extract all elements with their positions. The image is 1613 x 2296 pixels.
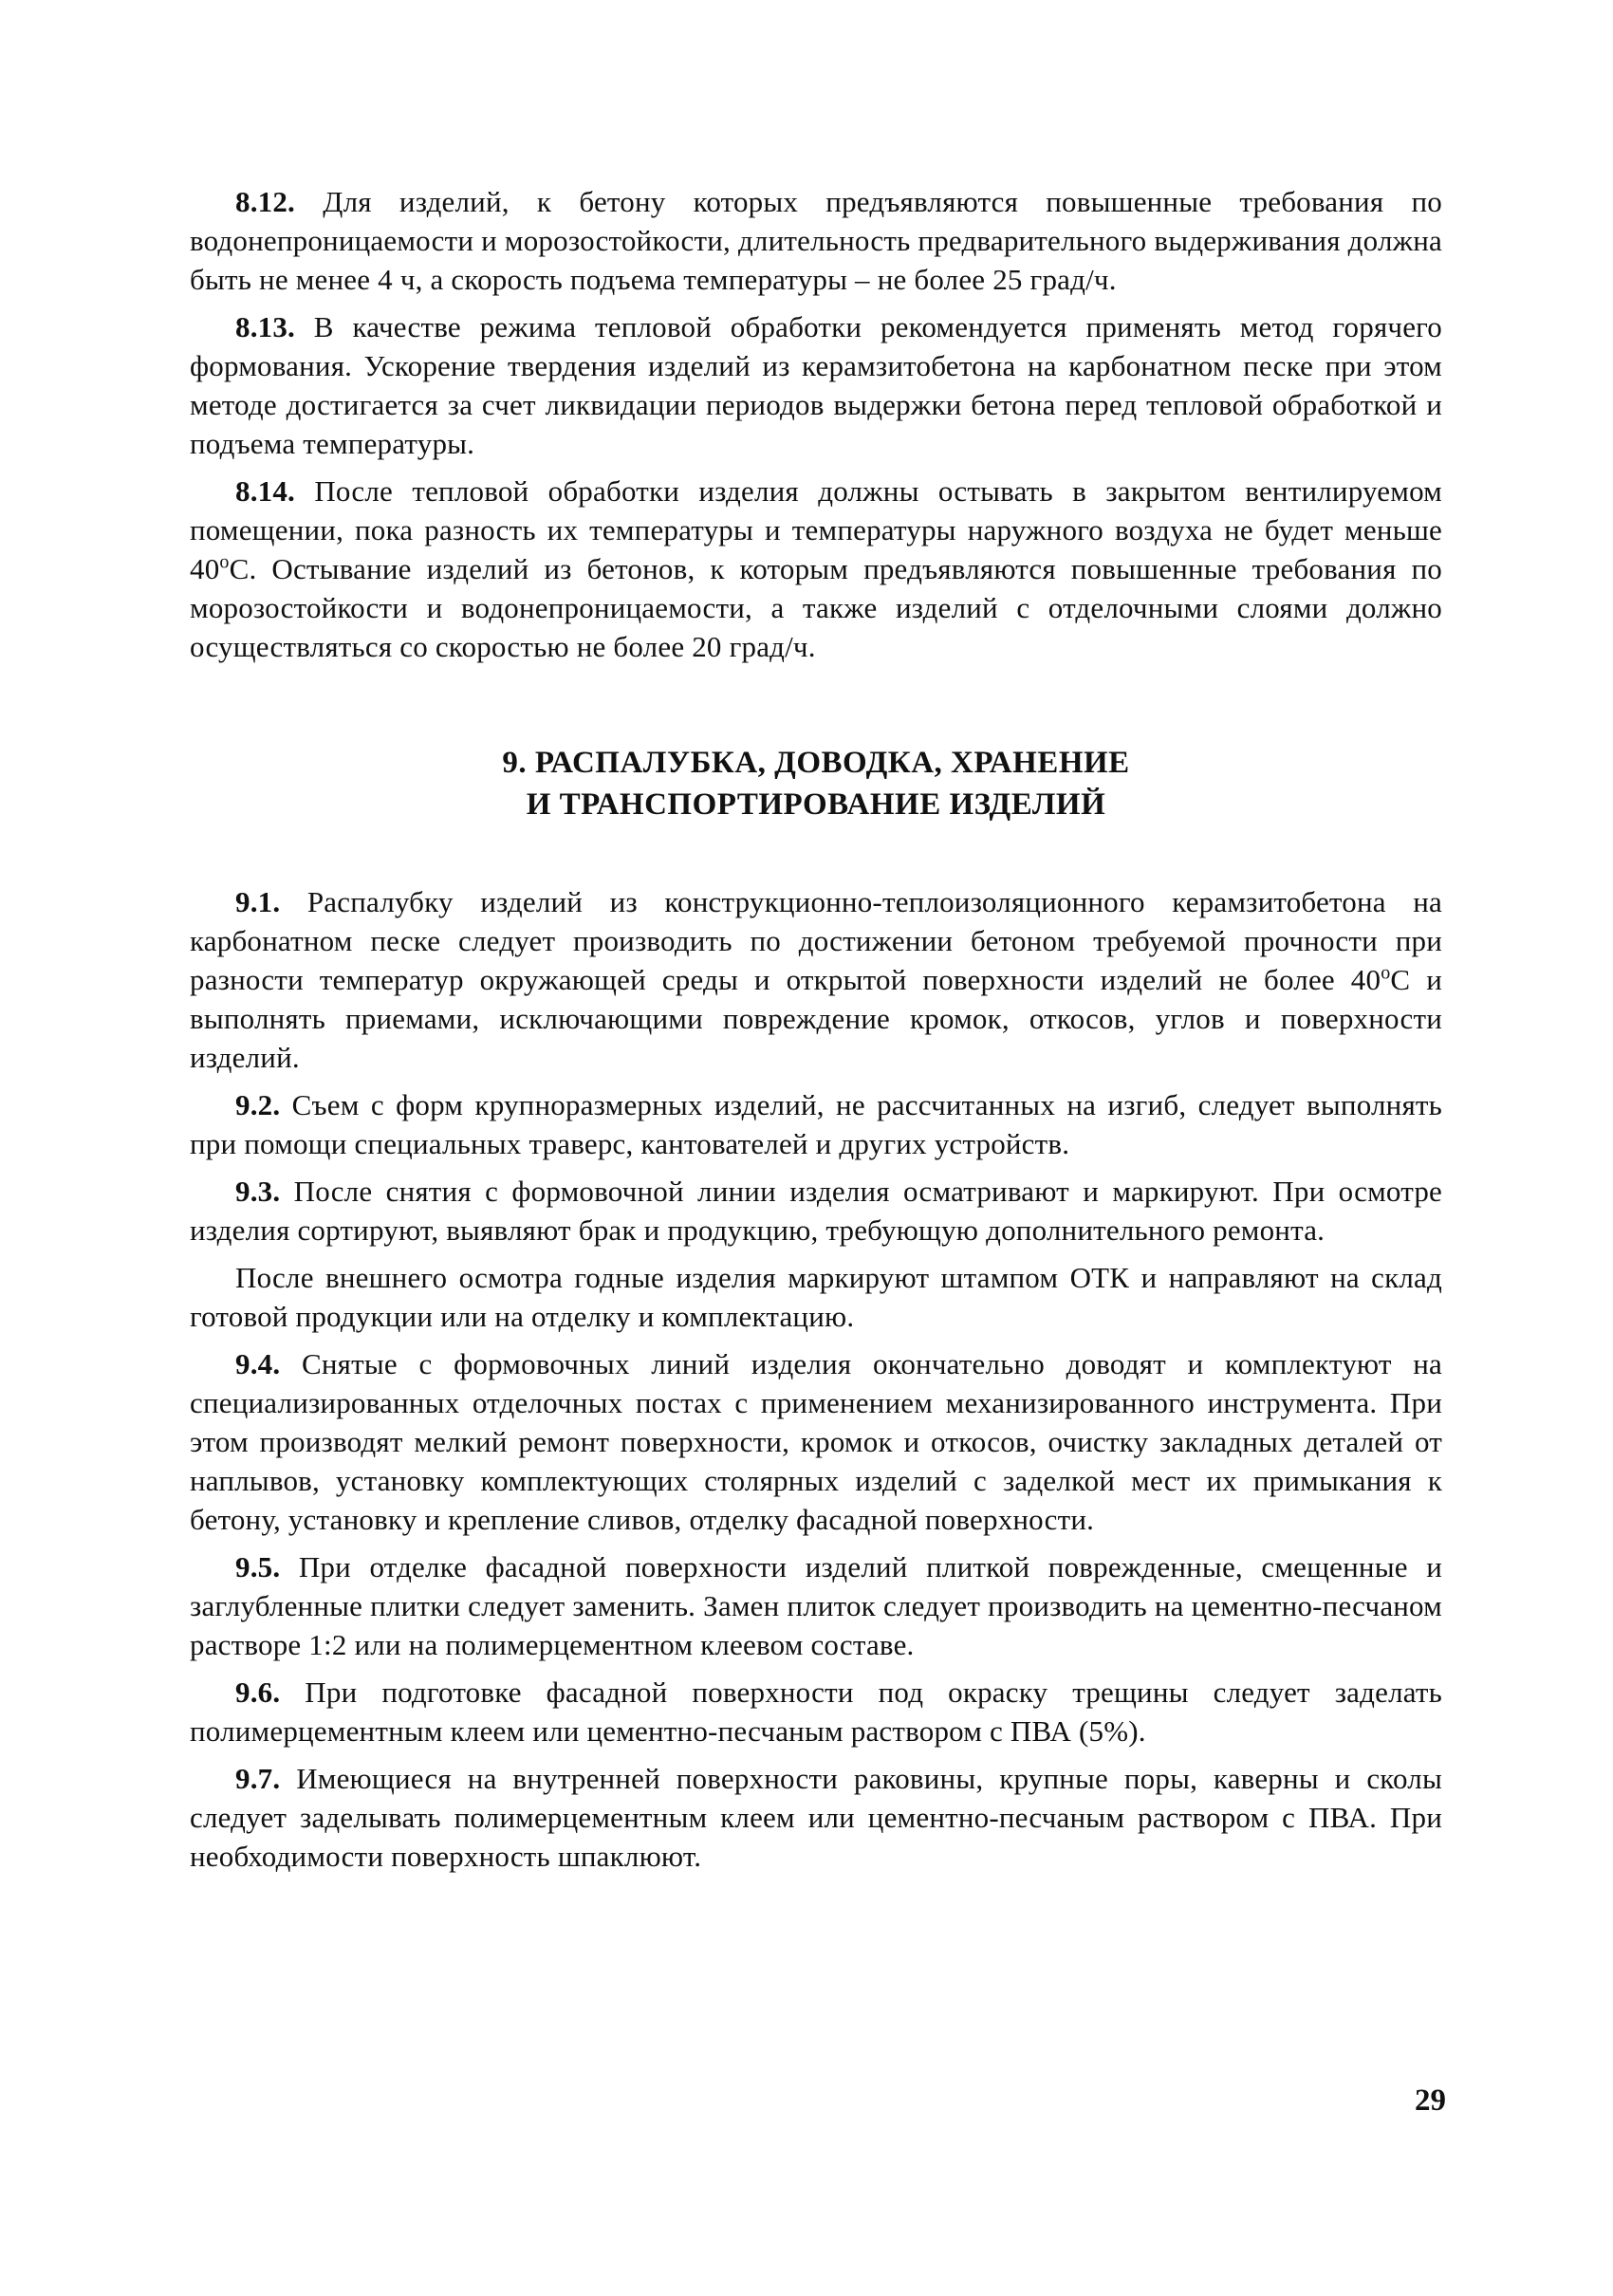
paragraph-text: После внешнего осмотра годные изделия маркируют штампом ОТК и направляют на склад готовой продукции или на отделку и комплектацию. xyxy=(190,1261,1442,1333)
paragraph-text-start: После тепловой обработки изделия должны остывать в закрытом вентилируемом помещении, пока разность их температуры и температуры наружного воздуха не будет меньше 40 xyxy=(190,474,1442,585)
paragraph-9-5 xyxy=(190,1547,1442,1664)
paragraph-text: В качестве режима тепловой обработки рекомендуется применять метод горячего формования. Ускорение твердения изделий из керамзитобетона на карбонатном песке при этом методе достигается за счет ликвидации периодов выдержки бетона перед тепловой обработкой и подъема температуры. xyxy=(190,310,1442,460)
paragraph-text: При подготовке фасадной поверхности под окраску трещины следует заделать полимерцементным клеем или цементно-песчаным раствором с ПВА (5%). xyxy=(190,1676,1442,1748)
paragraph-number: 9.4. xyxy=(235,1347,281,1380)
paragraph-text: После снятия с формовочной линии изделия осматривают и маркируют. При осмотре изделия сортируют, выявляют брак и продукцию, требующую дополнительного ремонта. xyxy=(190,1175,1443,1247)
paragraph-number: 8.12. xyxy=(235,185,295,218)
paragraph-number: 9.6. xyxy=(235,1676,281,1709)
paragraph-text: Съем с форм крупноразмерных изделий, не рассчитанных на изгиб, следует выполнять при помощи специальных траверс, кантователей и других устройств. xyxy=(190,1088,1442,1160)
paragraph-text-start: Распалубку изделий из конструкционно-теплоизоляционного керамзитобетона на карбонатном песке следует производить по достижении бетоном требуемой прочности при разности температур окружающей среды и открытой поверхности изделий не более 40 xyxy=(190,885,1442,996)
degree-sign: о xyxy=(219,551,230,573)
paragraph-number: 8.14. xyxy=(235,474,295,508)
paragraph-text: Имеющиеся на внутренней поверхности раковины, крупные поры, каверны и сколы следует заделывать полимерцементным клеем или цементно-песчаным раствором с ПВА. При необходимости поверхность шпаклюют. xyxy=(190,1762,1442,1873)
paragraph-9-6 xyxy=(190,1673,1442,1750)
paragraph-number: 9.5. xyxy=(235,1550,281,1583)
paragraph-number: 9.7. xyxy=(235,1762,281,1795)
paragraph-9-2 xyxy=(190,1085,1442,1163)
degree-sign: о xyxy=(1381,962,1391,984)
paragraph-text: При отделке фасадной поверхности изделий плиткой поврежденные, смещенные и заглубленные плитки следует заменить. Замен плиток следует производить на цементно-песчаном растворе 1:2 или на полимерцементном клеевом составе. xyxy=(190,1550,1443,1661)
section-title-line-1: 9. РАСПАЛУБКА, ДОВОДКА, ХРАНЕНИЕ xyxy=(502,746,1130,780)
document-page xyxy=(190,182,1442,1884)
paragraph-8-14 xyxy=(190,472,1442,666)
section-9-title xyxy=(190,742,1442,825)
section-title-line-2: И ТРАНСПОРТИРОВАНИЕ ИЗДЕЛИЙ xyxy=(526,787,1106,822)
paragraph-9-3 xyxy=(190,1172,1442,1250)
paragraph-number: 9.3. xyxy=(235,1175,281,1208)
paragraph-9-4 xyxy=(190,1344,1442,1539)
paragraph-text: Для изделий, к бетону которых предъявляются повышенные требования по водонепроницаемости и морозостойкости, длительность предварительного выдерживания должна быть не менее 4 ч, а скорость подъема температуры – не более 25 град/ч. xyxy=(190,185,1443,296)
page-number: 29 xyxy=(1415,2083,1446,2118)
paragraph-text-end: С и выполнять приемами, исключающими повреждение кромок, откосов, углов и поверхности изделий. xyxy=(190,963,1442,1074)
paragraph-text: Снятые с формовочных линий изделия окончательно доводят и комплектуют на специализированных отделочных постах с применением механизированного инструмента. При этом производят мелкий ремонт поверхности, кромок и откосов, очистку закладных деталей от наплывов, установку комплектующих столярных изделий с заделкой мест их примыкания к бетону, установку и крепление сливов, отделку фасадной поверхности. xyxy=(190,1347,1443,1536)
paragraph-9-1 xyxy=(190,882,1442,1077)
paragraph-number: 9.1. xyxy=(235,885,281,918)
paragraph-8-12 xyxy=(190,182,1442,299)
paragraph-9-3-continued xyxy=(190,1258,1442,1336)
paragraph-9-7 xyxy=(190,1759,1442,1876)
paragraph-number: 8.13. xyxy=(235,310,295,343)
paragraph-text-end: С. Остывание изделий из бетонов, к которым предъявляются повышенные требования по морозостойкости и водонепроницаемости, а также изделий с отделочными слоями должно осуществляться со скоростью не более 20 град/ч. xyxy=(190,552,1442,663)
paragraph-number: 9.2. xyxy=(235,1088,281,1121)
paragraph-8-13 xyxy=(190,307,1442,463)
